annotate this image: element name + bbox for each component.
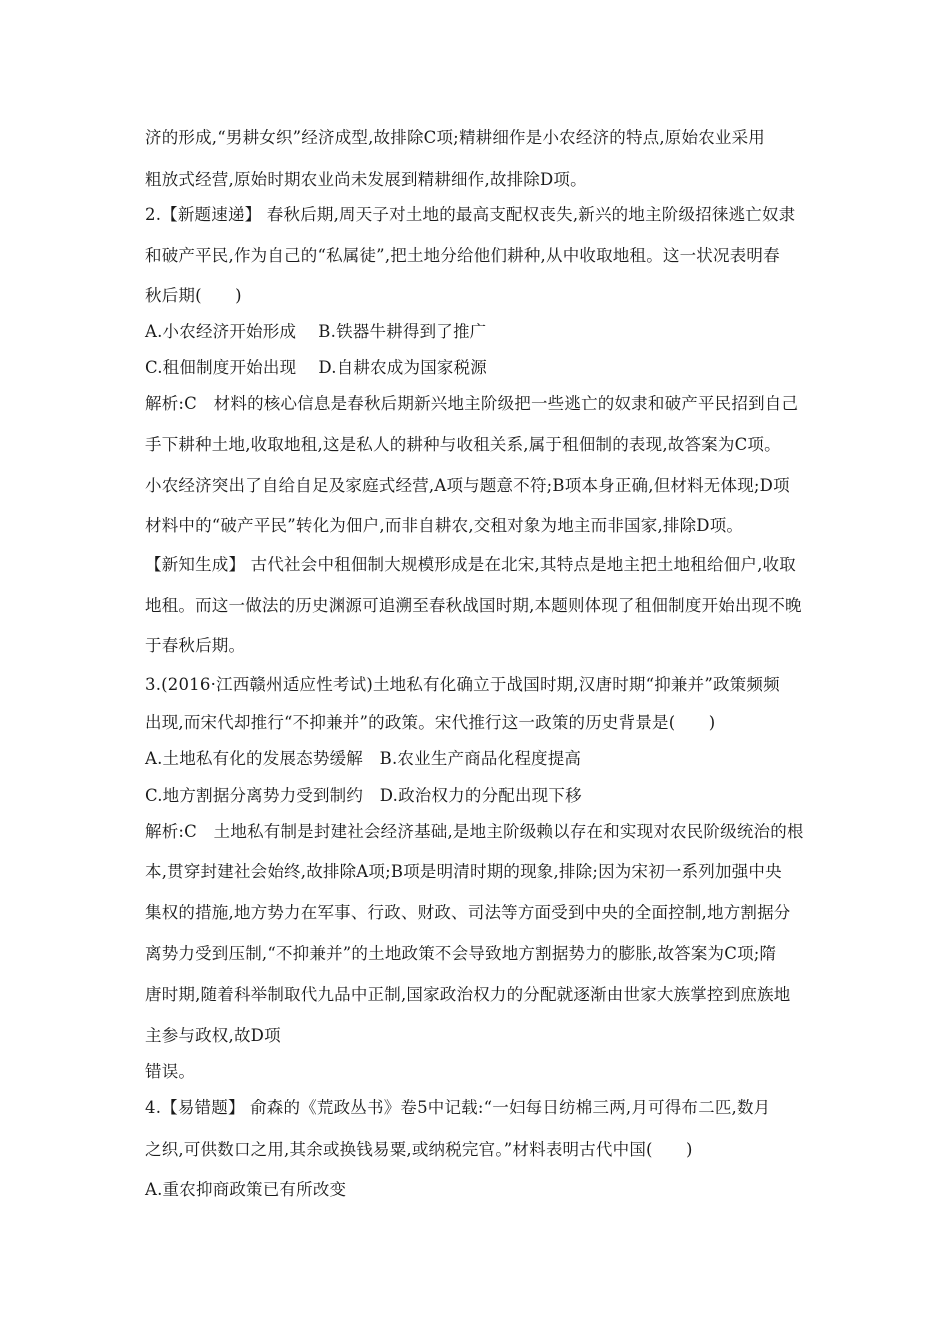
text-line: 秋后期( ) <box>145 286 242 305</box>
question-4-stem: 4.【易错题】 俞森的《荒政丛书》卷5中记载:“一妇每日纺棉三两,月可得布二匹,数月 <box>145 1098 771 1117</box>
text-line: 小农经济突出了自给自足及家庭式经营,A项与题意不符;B项本身正确,但材料无体现;D项 <box>145 476 790 495</box>
text-line: 和破产平民,作为自己的“私属徒”,把土地分给他们耕种,从中收取地租。这一状况表明春 <box>145 246 780 265</box>
question-3-stem: 3.(2016·江西赣州适应性考试)土地私有化确立于战国时期,汉唐时期“抑兼并”政策频频 <box>145 675 780 694</box>
text-line: 唐时期,随着科举制取代九品中正制,国家政治权力的分配就逐渐由世家大族掌控到庶族地 <box>145 985 791 1004</box>
question-3-options-ab: A.土地私有化的发展态势缓解 B.农业生产商品化程度提高 <box>145 749 582 768</box>
question-3-analysis: 解析:C 土地私有制是封建社会经济基础,是地主阶级赖以存在和实现对农民阶级统治的根 <box>145 822 804 841</box>
text-line: 本,贯穿封建社会始终,故排除A项;B项是明清时期的现象,排除;因为宋初一系列加强中央 <box>145 862 782 881</box>
question-2-options-cd: C.租佃制度开始出现 D.自耕农成为国家税源 <box>145 358 488 377</box>
text-line: 地租。而这一做法的历史渊源可追溯至春秋战国时期,本题则体现了租佃制度开始出现不晚 <box>145 596 802 615</box>
question-4-option-a: A.重农抑商政策已有所改变 <box>145 1180 347 1199</box>
text-line: 粗放式经营,原始时期农业尚未发展到精耕细作,故排除D项。 <box>145 170 587 189</box>
text-line: 于春秋后期。 <box>145 636 246 655</box>
text-line: 离势力受到压制,“不抑兼并”的土地政策不会导致地方割据势力的膨胀,故答案为C项;隋 <box>145 944 777 963</box>
text-line: 出现,而宋代却推行“不抑兼并”的政策。宋代推行这一政策的历史背景是( ) <box>145 713 716 732</box>
text-line: 错误。 <box>145 1062 196 1081</box>
text-line: 集权的措施,地方势力在军事、行政、财政、司法等方面受到中央的全面控制,地方割据分 <box>145 903 791 922</box>
text-line: 材料中的“破产平民”转化为佃户,而非自耕农,交租对象为地主而非国家,排除D项。 <box>145 516 744 535</box>
new-knowledge-note: 【新知生成】 古代社会中租佃制大规模形成是在北宋,其特点是地主把土地租给佃户,收取 <box>145 555 796 574</box>
question-2-options-ab: A.小农经济开始形成 B.铁器牛耕得到了推广 <box>145 322 487 341</box>
text-line: 手下耕种土地,收取地租,这是私人的耕种与收租关系,属于租佃制的表现,故答案为C项。 <box>145 435 781 454</box>
question-2-analysis: 解析:C 材料的核心信息是春秋后期新兴地主阶级把一些逃亡的奴隶和破产平民招到自己 <box>145 394 799 413</box>
text-line: 主参与政权,故D项 <box>145 1026 281 1045</box>
text-line: 济的形成,“男耕女织”经济成型,故排除C项;精耕细作是小农经济的特点,原始农业采用 <box>145 128 765 147</box>
question-2-stem: 2.【新题速递】 春秋后期,周天子对土地的最高支配权丧失,新兴的地主阶级招徕逃亡奴隶 <box>145 205 796 224</box>
text-line: 之织,可供数口之用,其余或换钱易粟,或纳税完官。”材料表明古代中国( ) <box>145 1140 693 1159</box>
question-3-options-cd: C.地方割据分离势力受到制约 D.政治权力的分配出现下移 <box>145 786 582 805</box>
